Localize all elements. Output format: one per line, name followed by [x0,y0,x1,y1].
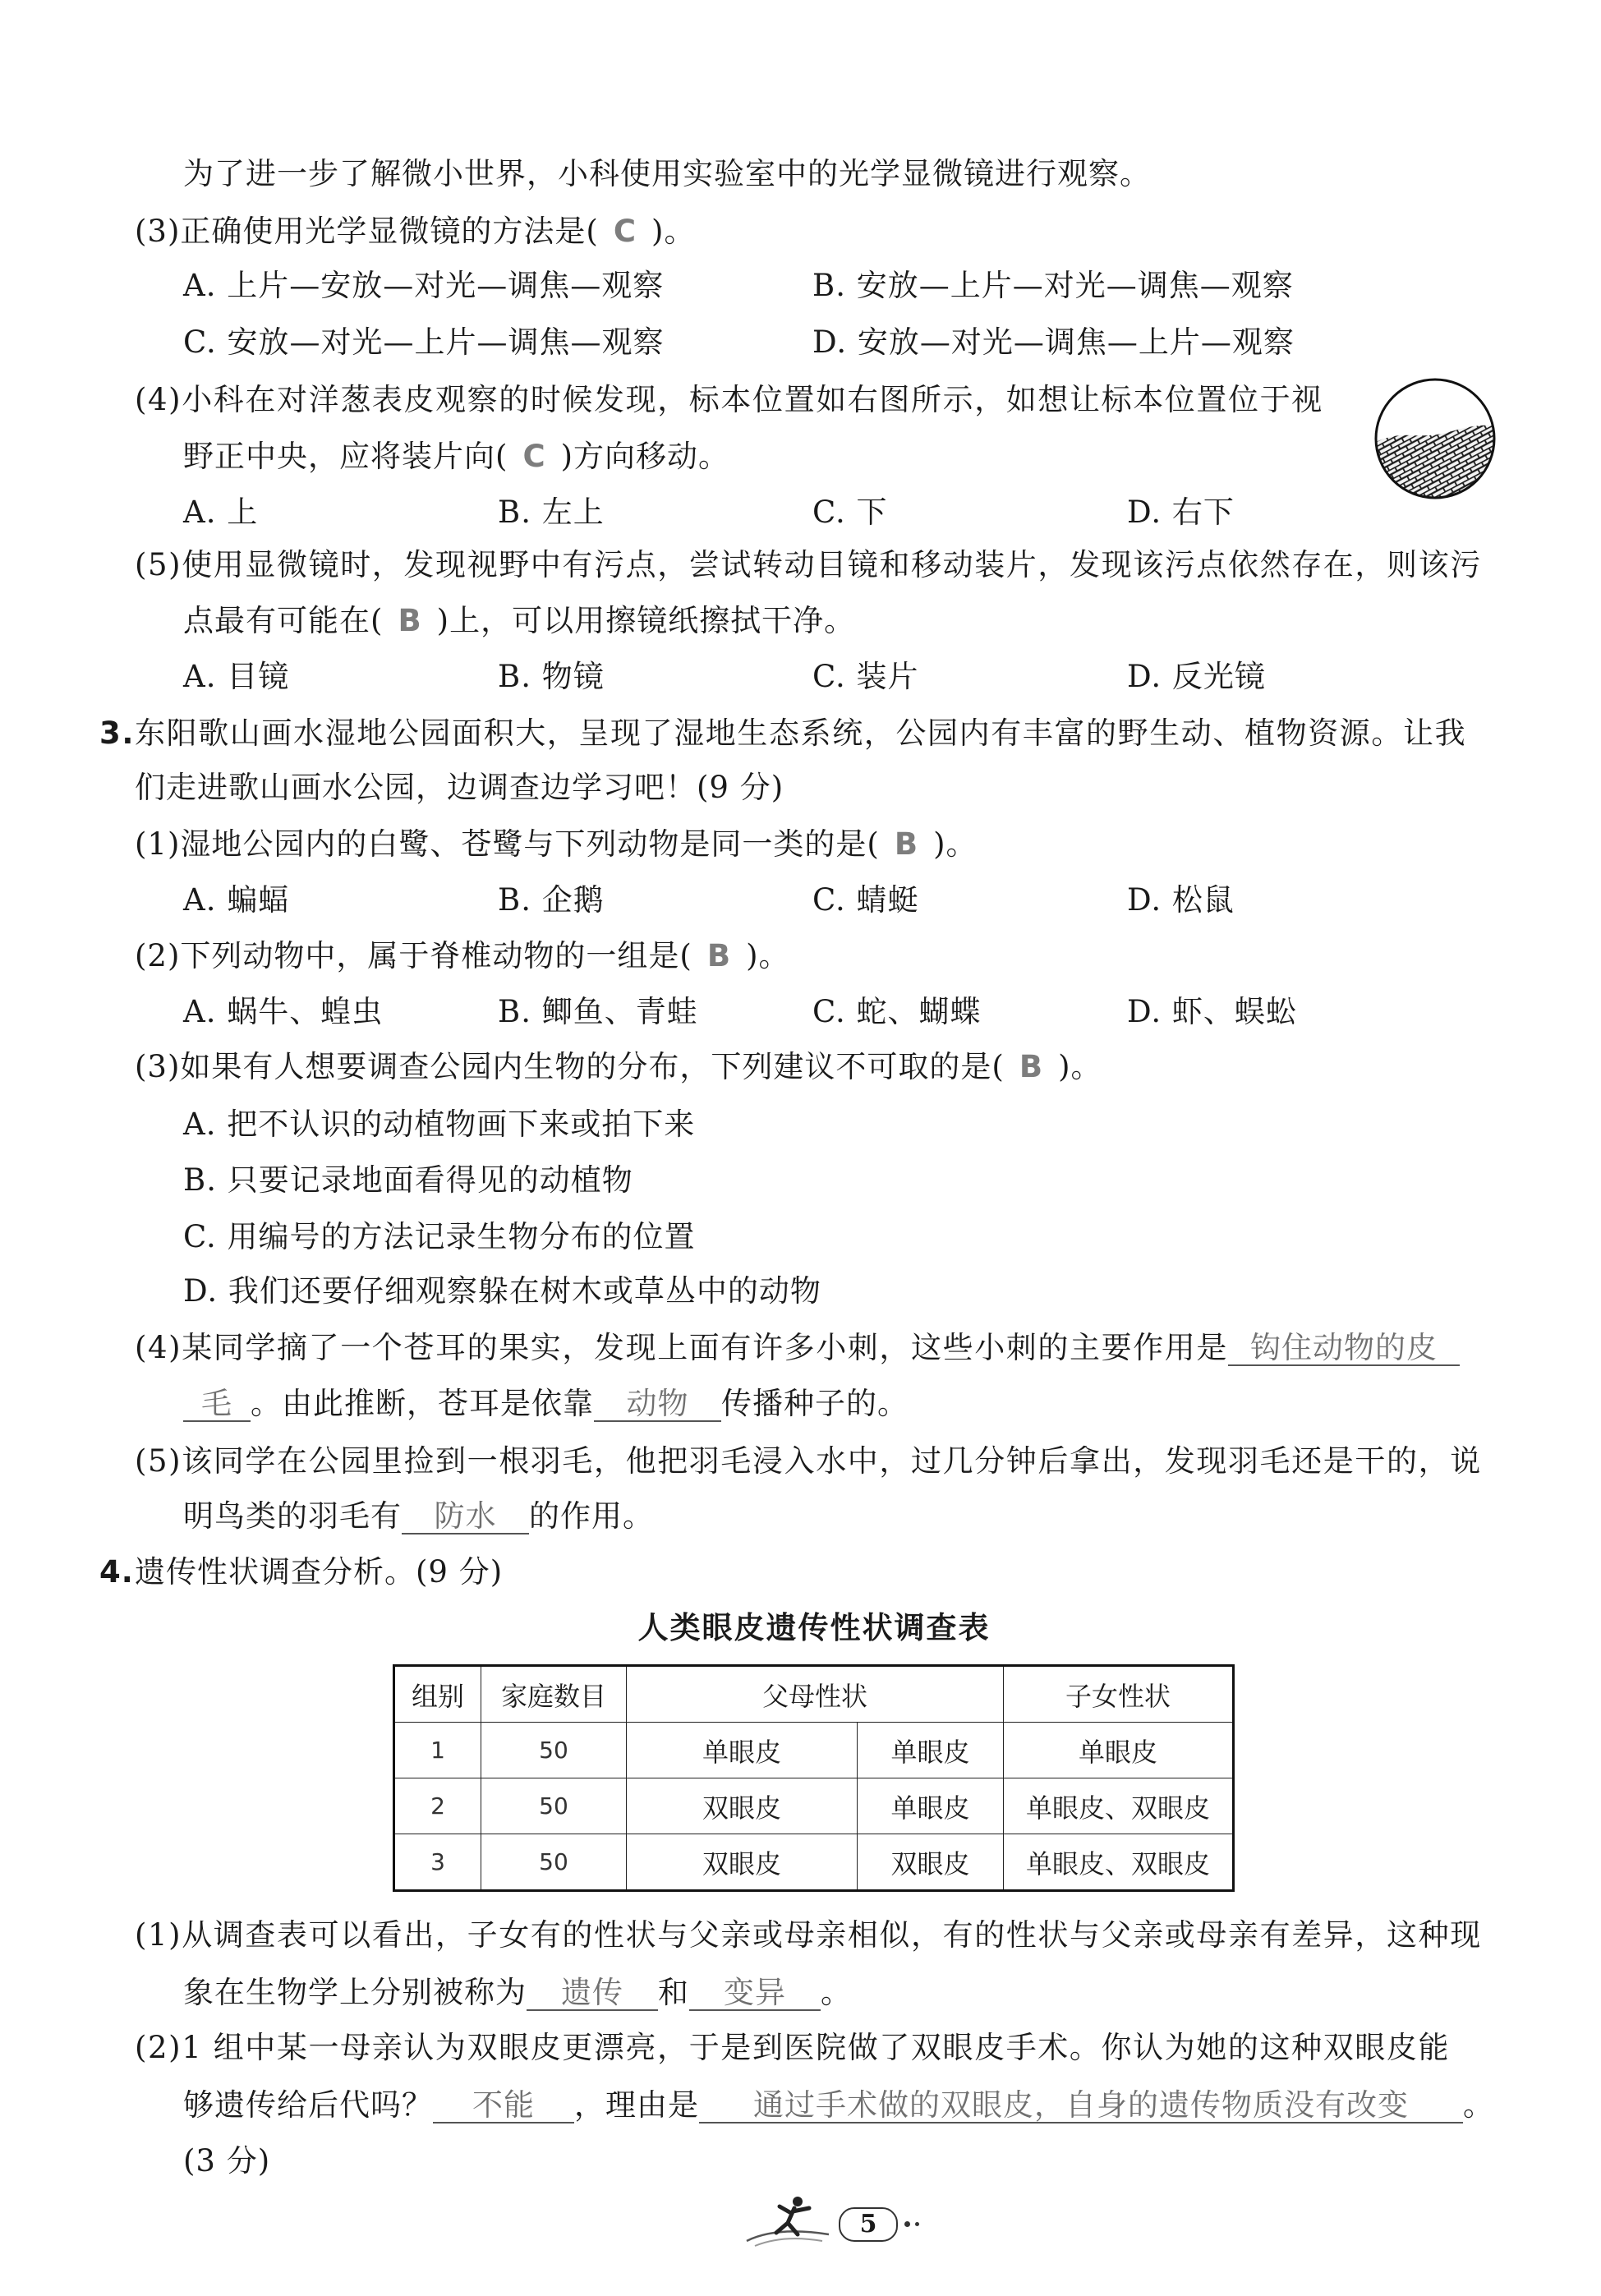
q3-s2-answer: B [706,938,732,973]
q2-s5-answer: B [398,603,422,638]
q3-s2-option-a: A. 蜗牛、蝗虫 [183,994,384,1029]
footer-dot [915,2222,919,2226]
q3-s3-option-b: B. 只要记录地面看得见的动植物 [183,1162,633,1198]
header-parent-traits: 父母性状 [627,1666,1004,1723]
q4-s2-line2 [183,2088,1494,2123]
q3-s2-before: (2)下列动物中，属于脊椎动物的一组是( [135,938,692,973]
q3-s2-option-d: D. 虾、蜈蚣 [1127,994,1297,1029]
footer-dot [904,2221,910,2227]
q3-s2-after: )。 [746,938,790,973]
cell-child: 单眼皮、双眼皮 [1004,1834,1234,1891]
q4-s1-before: 象在生物学上分别被称为 [183,1975,527,2010]
q3-s1-option-d: D. 松鼠 [1127,882,1235,918]
q2-s4-line1: (4)小科在对洋葱表皮观察的时候发现，标本位置如右图所示，如想让标本位置位于视 [135,382,1323,417]
q2-s4-before: 野正中央，应将装片向( [183,439,508,474]
cell-parent2: 单眼皮 [858,1778,1004,1834]
intro-line [183,157,1151,191]
q2-s3-option-b: B. 安放—上片—对光—调焦—观察 [812,268,1294,303]
cell-parent2: 单眼皮 [858,1723,1004,1778]
q3-s5-before: 明鸟类的羽毛有 [183,1498,402,1534]
q3-s1-before: (1)湿地公园内的白鹭、苍鹭与下列动物是同一类的是( [135,826,880,862]
q4-s2-mid: ，理由是 [574,2087,699,2123]
q3-s4-line1 [135,1331,1460,1366]
q3-s3-option-d: D. 我们还要仔细观察躲在树木或草丛中的动物 [183,1273,821,1309]
q3-s1-option-c: C. 蜻蜓 [812,882,919,918]
cell-group: 2 [394,1778,481,1834]
q2-s4-line2 [183,439,729,474]
eyelid-survey-table [393,1664,1235,1892]
table-row [394,1778,1234,1834]
cell-child: 单眼皮、双眼皮 [1004,1778,1234,1834]
cell-family-count: 50 [481,1723,627,1778]
q4-s2-line1: (2)1 组中某一母亲认为双眼皮更漂亮，于是到医院做了双眼皮手术。你认为她的这种双眼皮能 [135,2030,1451,2065]
q2-s3-option-c: C. 安放—对光—上片—调焦—观察 [183,324,665,360]
q3-s1-option-b: B. 企鹅 [498,882,605,918]
page-number: 5 [839,2207,898,2242]
q2-s4-option-a: A. 上 [183,495,259,530]
header-group: 组别 [394,1666,481,1723]
q2-s4-after: )方向移动。 [560,439,730,474]
cell-family-count: 50 [481,1778,627,1834]
header-child-traits: 子女性状 [1004,1666,1234,1723]
q3-s5-blank: 防水 [402,1500,529,1535]
table-row [394,1834,1234,1891]
q3-s4-line2 [183,1387,909,1422]
q2-s3-option-a: A. 上片—安放—对光—调焦—观察 [183,268,665,303]
q2-s4-answer: C [522,439,546,474]
q3-s4-blank1-part1: 钩住动物的皮 [1228,1332,1460,1366]
q3-s3-option-c: C. 用编号的方法记录生物分布的位置 [183,1219,696,1254]
table-row [394,1723,1234,1778]
q2-s5-option-b: B. 物镜 [498,659,605,694]
table-header-row [394,1666,1234,1723]
q2-s5-line2 [183,604,855,638]
q2-s5-option-a: A. 目镜 [183,659,290,694]
q2-s3-stem [135,214,695,249]
cell-family-count: 50 [481,1834,627,1891]
q3-s4-blank1-part2: 毛 [183,1387,251,1422]
q3-line2: 们走进歌山画水公园，边调查边学习吧！(9 分) [135,770,784,805]
q4-s2-blank1: 不能 [433,2089,574,2123]
q3-s3-option-a: A. 把不认识的动植物画下来或拍下来 [183,1107,696,1142]
q3-line1 [99,716,1466,751]
q3-s5-line1: (5)该同学在公园里捡到一根羽毛，他把羽毛浸入水中，过几分钟后拿出，发现羽毛还是干的，说 [135,1443,1482,1479]
table-title: 人类眼皮遗传性状调查表 [637,1610,991,1645]
q4-s1-blank2: 变异 [689,1976,821,2011]
cell-parent2: 双眼皮 [858,1834,1004,1891]
q3-s2-stem [135,939,790,973]
q3-s3-before: (3)如果有人想要调查公园内生物的分布，下列建议不可取的是( [135,1049,1005,1084]
cell-group: 1 [394,1723,481,1778]
cell-parent1: 双眼皮 [627,1778,858,1834]
q3-s1-option-a: A. 蝙蝠 [183,882,290,918]
q4-s2-score: (3 分) [183,2143,271,2179]
q2-s3-option-d: D. 安放—对光—调焦—上片—观察 [812,324,1295,360]
q2-s4-option-c: C. 下 [812,495,888,530]
q4-s1-blank1: 遗传 [527,1976,658,2011]
q2-s3-after: )。 [651,214,696,249]
q2-s5-before: 点最有可能在( [183,603,384,638]
q2-s5-option-d: D. 反光镜 [1127,659,1266,694]
q3-s1-after: )。 [933,826,978,862]
q2-s3-answer: C [613,214,637,249]
q3-s3-stem [135,1050,1102,1084]
q3-s2-option-b: B. 鲫鱼、青蛙 [498,994,698,1029]
cell-parent1: 双眼皮 [627,1834,858,1891]
cell-group: 3 [394,1834,481,1891]
q4-s2-before: 够遗传给后代吗？ [183,2087,433,2123]
q2-s4-option-d: D. 右下 [1127,495,1235,530]
q3-number: 3. [99,715,136,751]
q3-s4-blank2: 动物 [594,1387,721,1422]
intro-text: 为了进一步了解微小世界，小科使用实验室中的光学显微镜进行观察。 [183,156,1151,191]
q2-s5-option-c: C. 装片 [812,659,919,694]
q3-s5-after: 的作用。 [529,1498,654,1534]
q2-s5-after: )上，可以用擦镜纸擦拭干净。 [436,603,856,638]
q3-line1-text: 东阳歌山画水湿地公园面积大，呈现了湿地生态系统，公园内有丰富的野生动、植物资源。让我 [135,715,1467,751]
cell-parent1: 单眼皮 [627,1723,858,1778]
q3-s4-after: 传播种子的。 [721,1386,909,1421]
q4-s1-mid: 和 [658,1975,689,2010]
q4-s2-blank2: 通过手术做的双眼皮，自身的遗传物质没有改变 [699,2089,1463,2123]
microscope-view-figure [1373,376,1497,501]
cell-child: 单眼皮 [1004,1723,1234,1778]
q2-s5-line1: (5)使用显微镜时，发现视野中有污点，尝试转动目镜和移动装片，发现该污点依然存在，则该污 [135,547,1482,582]
onion-cells-specimen [1373,426,1497,501]
q4-s1-after: 。 [821,1975,852,2010]
q3-s3-after: )。 [1058,1049,1102,1084]
q4-s2-after: 。 [1463,2087,1494,2123]
q2-s3-before: (3)正确使用光学显微镜的方法是( [135,214,599,249]
q3-s2-option-c: C. 蛇、蝴蝶 [812,994,982,1029]
q4-number: 4. [99,1554,134,1590]
q4-heading [99,1555,503,1590]
q3-s3-answer: B [1019,1049,1044,1084]
q3-s1-answer: B [894,826,919,862]
header-family-count: 家庭数目 [481,1666,627,1723]
q2-s4-option-b: B. 左上 [498,495,605,530]
q3-s4-line1-text: (4)某同学摘了一个苍耳的果实，发现上面有许多小刺，这些小刺的主要作用是 [135,1330,1229,1365]
q3-s1-stem [135,827,978,862]
q3-s4-mid: 。由此推断，苍耳是依靠 [251,1386,594,1421]
q4-heading-text: 遗传性状调查分析。(9 分) [135,1554,504,1590]
runner-logo-icon [743,2192,834,2251]
q3-s5-line2 [183,1499,654,1535]
q4-s1-line2 [183,1976,852,2011]
q4-s1-line1: (1)从调查表可以看出，子女有的性状与父亲或母亲相似，有的性状与父亲或母亲有差异，这种现 [135,1917,1482,1953]
